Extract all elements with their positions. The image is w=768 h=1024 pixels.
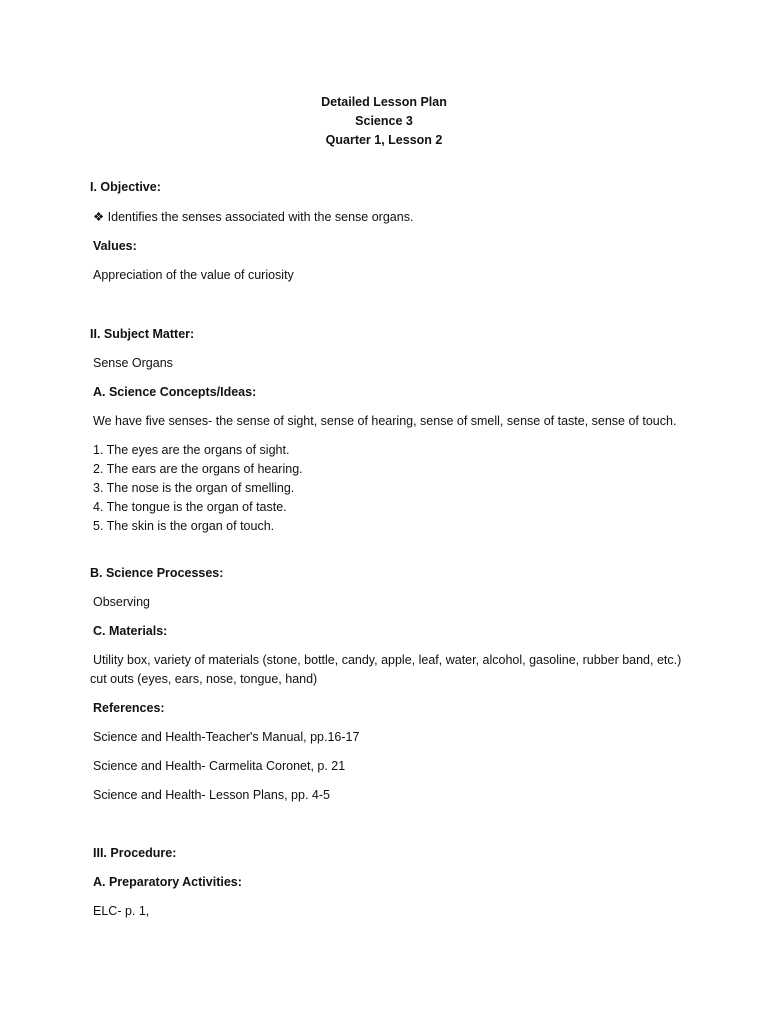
science-processes-heading: B. Science Processes: — [90, 566, 224, 580]
preparatory-activities-heading: A. Preparatory Activities: — [93, 875, 242, 889]
science-concepts-list — [93, 441, 303, 535]
subject-matter-topic: Sense Organs — [93, 356, 173, 370]
list-item: 3. The nose is the organ of smelling. — [93, 480, 295, 495]
procedure-heading: III. Procedure: — [93, 846, 177, 860]
list-item: 2. The ears are the organs of hearing. — [93, 461, 303, 476]
objective-heading: I. Objective: — [90, 180, 161, 194]
objective-bullet: ❖ Identifies the senses associated with the sense organs. — [93, 210, 414, 224]
document-quarter: Quarter 1, Lesson 2 — [325, 133, 443, 147]
list-item: 5. The skin is the organ of touch. — [93, 518, 275, 533]
reference-item: Science and Health- Carmelita Coronet, p. 21 — [93, 759, 346, 773]
document-title: Detailed Lesson Plan — [321, 95, 447, 109]
list-item: 4. The tongue is the organ of taste. — [93, 499, 287, 514]
reference-item: Science and Health- Lesson Plans, pp. 4-5 — [93, 788, 330, 802]
preparatory-activities-text: ELC- p. 1, — [93, 904, 150, 918]
values-text: Appreciation of the value of curiosity — [93, 268, 294, 282]
science-concepts-heading: A. Science Concepts/Ideas: — [93, 385, 257, 399]
references-heading: References: — [93, 701, 165, 715]
list-item: 1. The eyes are the organs of sight. — [93, 443, 290, 457]
reference-item: Science and Health-Teacher's Manual, pp.16-17 — [93, 730, 360, 744]
science-concepts-intro: We have five senses- the sense of sight, sense of hearing, sense of smell, sense of taste, sense of touch. — [93, 414, 677, 428]
values-heading: Values: — [93, 239, 137, 253]
science-processes-text: Observing — [93, 595, 150, 609]
document-subject: Science 3 — [355, 114, 413, 128]
materials-heading: C. Materials: — [93, 624, 168, 638]
subject-matter-heading: II. Subject Matter: — [90, 327, 195, 341]
materials-text: Utility box, variety of materials (stone, bottle, candy, apple, leaf, water, alcohol, gasoline, rubber band, etc.) cut outs (eyes, ears, nose, tongue, hand) — [90, 653, 682, 686]
